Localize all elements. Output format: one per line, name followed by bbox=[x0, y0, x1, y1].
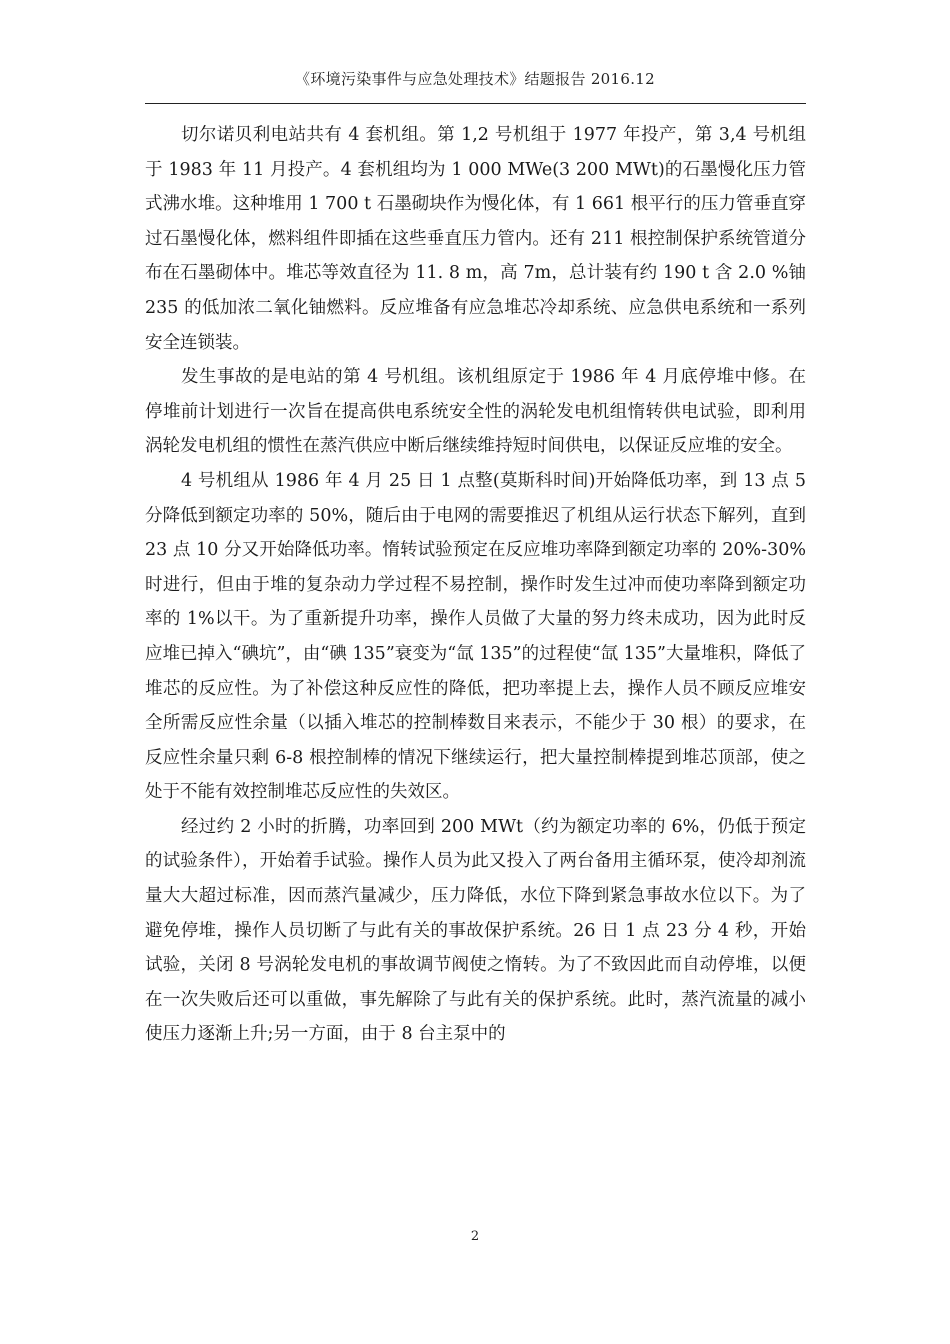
paragraph-reactor-description: 切尔诺贝利电站共有 4 套机组。第 1,2 号机组于 1977 年投产，第 3,4 号机组于 1983 年 11 月投产。4 套机组均为 1 000 MWe(3 200 MWt)的石墨慢化压力管式沸水堆。这种堆用 1 700 t 石墨砌块作为慢化体，有 1 661 根平行的压力管垂直穿过石墨慢化体，燃料组件即插在这些垂直压力管内。还有 211 根控制保护系统管道分布在石墨砌体中。堆芯等效直径为 11. 8 m，高 7m，总计装有约 190 t 含 2.0 %铀 235 的低加浓二氧化铀燃料。反应堆备有应急堆芯冷却系统、应急供电系统和一系列安全连锁装。 bbox=[145, 125, 806, 353]
body-text bbox=[145, 118, 806, 1052]
page-header: 《环境污染事件与应急处理技术》结题报告 2016.12 bbox=[295, 70, 655, 88]
page-number: 2 bbox=[470, 1229, 480, 1244]
header-rule bbox=[145, 103, 806, 104]
paragraph-test-start: 经过约 2 小时的折腾，功率回到 200 MWt（约为额定功率的 6%，仍低于预定的试验条件），开始着手试验。操作人员为此又投入了两台备用主循环泵，使冷却剂流量大大超过标准，因而蒸汽量减少，压力降低，水位下降到紧急事故水位以下。为了避免停堆，操作人员切断了与此有关的事故保护系统。26 日 1 点 23 分 4 秒，开始试验，关闭 8 号涡轮发电机的事故调节阀使之惰转。为了不致因此而自动停堆，以便在一次失败后还可以重做，事先解除了与此有关的保护系统。此时，蒸汽流量的减小使压力逐渐上升;另一方面，由于 8 台主泵中的 bbox=[145, 816, 806, 1045]
paragraph-power-reduction: 4 号机组从 1986 年 4 月 25 日 1 点整(莫斯科时间)开始降低功率，到 13 点 5 分降低到额定功率的 50%，随后由于电网的需要推迟了机组从运行状态下解列，直到 23 点 10 分又开始降低功率。惰转试验预定在反应堆功率降到额定功率的 20%-30%时进行，但由于堆的复杂动力学过程不易控制，操作时发生过冲而使功率降到额定功率的 1%以干。为了重新提升功率，操作人员做了大量的努力终未成功，因为此时反应堆已掉入“碘坑”，由“碘 135”衰变为“氙 135”的过程使“氙 135”大量堆积，降低了堆芯的反应性。为了补偿这种反应性的降低，把功率提上去，操作人员不顾反应堆安全所需反应性余量（以插入堆芯的控制棒数目来表示，不能少于 30 根）的要求，在反应性余量只剩 6-8 根控制棒的情况下继续运行，把大量控制棒提到堆芯顶部，使之处于不能有效控制堆芯反应性的失效区。 bbox=[145, 470, 806, 803]
paragraph-accident-unit: 发生事故的是电站的第 4 号机组。该机组原定于 1986 年 4 月底停堆中修。在停堆前计划进行一次旨在提高供电系统安全性的涡轮发电机组惰转供电试验，即利用涡轮发电机组的惯性在蒸汽供应中断后继续维持短时间供电，以保证反应堆的安全。 bbox=[145, 367, 806, 457]
